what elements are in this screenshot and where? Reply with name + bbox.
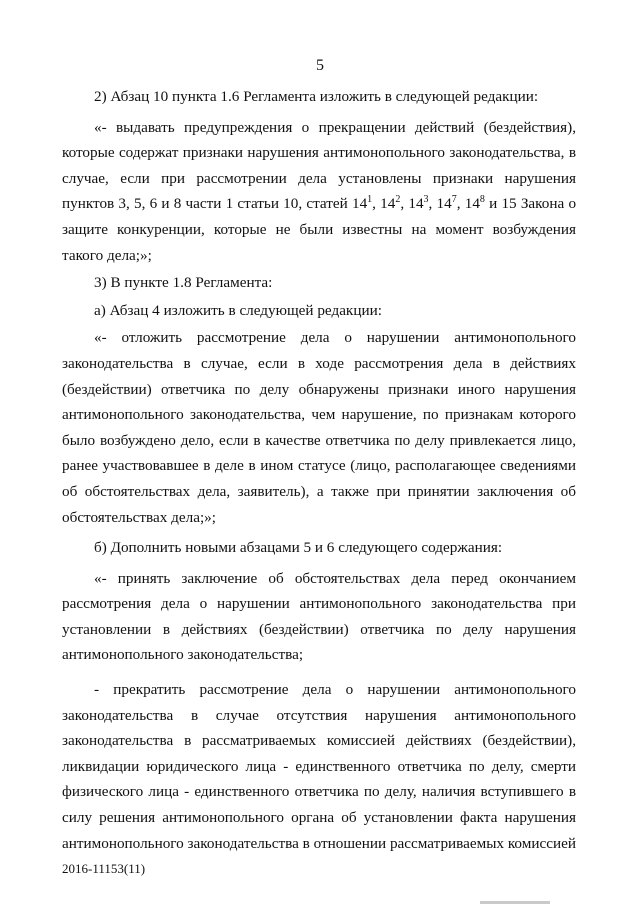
superscript: 8	[479, 194, 485, 206]
document-body	[62, 84, 576, 856]
superscript: 1	[367, 194, 373, 206]
separator: , 14	[372, 195, 396, 213]
paragraph-text: «- выдавать предупреждения о прекращении действий (бездействия), которые содержат признаки нарушения антимонопольного законодательства, в случае, если при рассмотрении дела установлены признаки нарушения пунктов 3, 5, 6 и 8 части 1 статьи 10, статей 14	[62, 118, 576, 213]
superscript: 2	[395, 194, 401, 206]
paragraph-abzac-4: а) Абзац 4 изложить в следующей редакции:	[94, 301, 382, 319]
separator: , 14	[456, 195, 480, 213]
superscript: 7	[451, 194, 457, 206]
separator: , 14	[428, 195, 452, 213]
paragraph-section-1-8: 3) В пункте 1.8 Регламента:	[94, 274, 273, 292]
paragraph-amend-abzac-10: 2) Абзац 10 пункта 1.6 Регламента изложить в следующей редакции:	[94, 88, 539, 105]
paragraph-text: и 15 Закона о защите конкуренции, которые не были известны на момент возбуждения такого дела;»;	[62, 195, 577, 264]
paragraph-postpone-quote: «- отложить рассмотрение дела о нарушении антимонопольного законодательства в случае, если в ходе рассмотрения дела в действиях (бездействии) ответчика по делу обнаружены признаки иного нарушения антимонопольного законодательства, чем нарушение, по признакам которого было возбуждено дело, если в качестве ответчика по делу привлекается лицо, ранее участвовавшее в деле в ином статусе (лицо, располагающее сведениями об обстоятельствах дела, заявитель), а также при принятии заключения об обстоятельствах дела;»;	[62, 329, 576, 526]
paragraph-conclusion-quote: «- принять заключение об обстоятельствах дела перед окончанием рассмотрения дела о нарушении антимонопольного законодательства при установлении в действиях (бездействии) ответчика по делу нарушения антимонопольного законодательства;	[62, 569, 576, 664]
separator: , 14	[400, 195, 424, 213]
superscript: 3	[423, 194, 429, 206]
document-code: 2016-11153(11)	[62, 861, 146, 876]
paragraph-warnings-quote	[62, 115, 576, 269]
scan-edge-mark	[480, 901, 550, 904]
paragraph-terminate-quote: - прекратить рассмотрение дела о нарушении антимонопольного законодательства в случае отсутствия нарушения антимонопольного законодательства в рассматриваемых комиссией действиях (бездействии), ликвидации юридического лица - единственного ответчика по делу, смерти физического лица - единственного ответчика по делу, наличия вступившего в силу решения антимонопольного органа об установлении факта нарушения антимонопольного законодательства в отношении рассматриваемых комиссией	[62, 681, 576, 852]
paragraph-add-abzacs: б) Дополнить новыми абзацами 5 и 6 следующего содержания:	[94, 539, 503, 557]
page-number: 5	[316, 57, 324, 74]
